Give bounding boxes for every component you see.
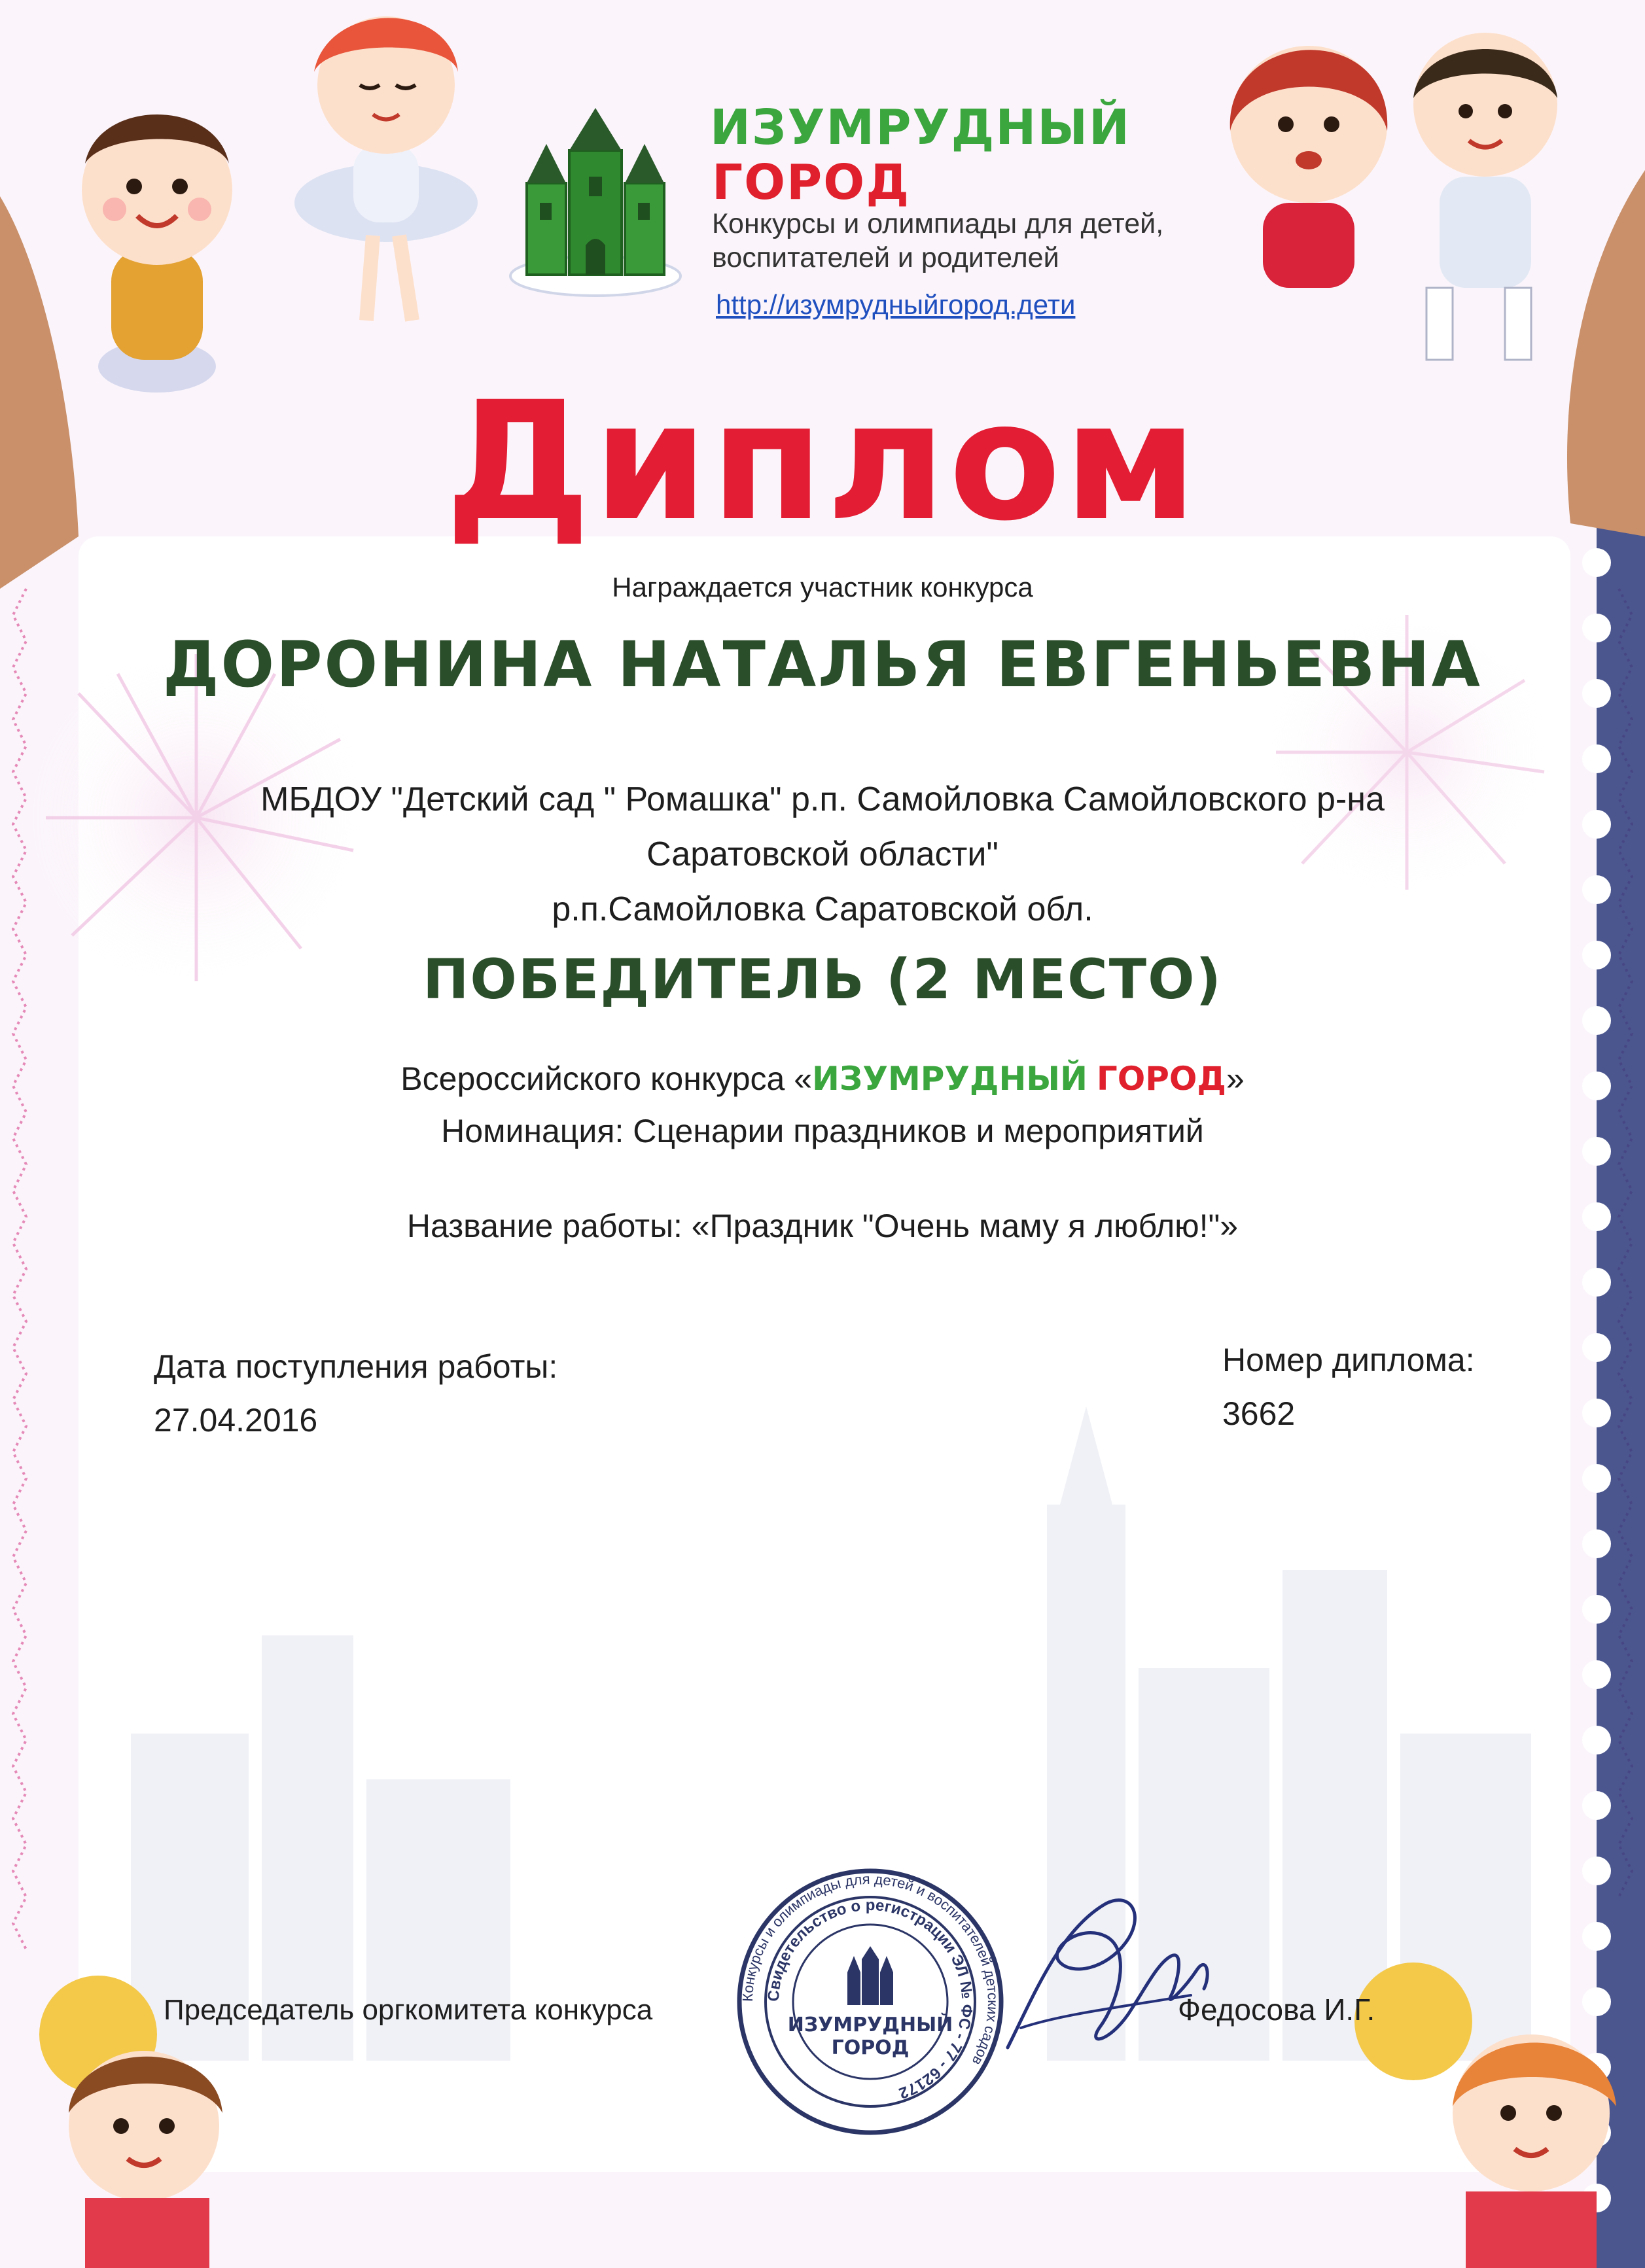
recipient-name: ДОРОНИНА НАТАЛЬЯ ЕВГЕНЬЕВНА <box>163 628 1482 701</box>
logo-subtitle-line1: Конкурсы и олимпиады для детей, <box>712 208 1164 239</box>
signer-name: Федосова И.Г. <box>1178 1993 1375 2027</box>
contest-line <box>0 1060 1645 1098</box>
seal-inner-text: Свидетельство о регистрации ЭЛ № ФС - 77 - 62172 <box>764 1896 976 2102</box>
castle-icon <box>507 105 684 301</box>
chair-label: Председатель оргкомитета конкурса <box>164 1994 653 2026</box>
result-text: ПОБЕДИТЕЛЬ (2 МЕСТО) <box>423 947 1222 1011</box>
contest-prefix: Всероссийского конкурса « <box>400 1060 813 1097</box>
contest-suffix: » <box>1226 1060 1245 1097</box>
handwritten-signature <box>982 1877 1230 2087</box>
seal-center-line1: ИЗУМРУДНЫЙ <box>787 2014 953 2036</box>
contest-brand-red: ГОРОД <box>1096 1060 1226 1098</box>
institution-line1: МБДОУ "Детский сад " Ромашка" р.п. Самойловка Самойловского р-на <box>260 780 1385 818</box>
diploma-number-label: Номер диплома: <box>1222 1342 1475 1378</box>
date-label: Дата поступления работы: <box>154 1348 558 1385</box>
logo-title-line1: ИЗУМРУДНЫЙ <box>710 99 1131 156</box>
institution-line3: р.п.Самойловка Саратовской обл. <box>552 890 1093 928</box>
contest-brand-green: ИЗУМРУДНЫЙ <box>812 1060 1088 1098</box>
institution-block <box>0 772 1645 937</box>
institution-line2: Саратовской области" <box>646 835 999 873</box>
diploma-number-value: 3662 <box>1222 1395 1296 1432</box>
awarded-text: Награждается участник конкурса <box>612 572 1033 602</box>
seal-outer-text: Конкурсы и олимпиады для детей и воспитателей детских садов <box>739 1870 1002 2068</box>
logo-subtitle-line2: воспитателей и родителей <box>712 242 1059 273</box>
seal-center-line2: ГОРОД <box>831 2036 910 2059</box>
diploma-title: Диплом <box>445 366 1200 557</box>
logo-title-line2: ГОРОД <box>712 154 911 211</box>
website-link[interactable]: http://изумрудныйгород.дети <box>716 289 1076 320</box>
official-seal-stamp <box>733 1864 1008 2139</box>
date-value: 27.04.2016 <box>154 1402 318 1439</box>
nomination-text: Номинация: Сценарии праздников и мероприятий <box>441 1113 1204 1149</box>
work-title: Название работы: «Праздник "Очень маму я люблю!"» <box>406 1208 1239 1244</box>
